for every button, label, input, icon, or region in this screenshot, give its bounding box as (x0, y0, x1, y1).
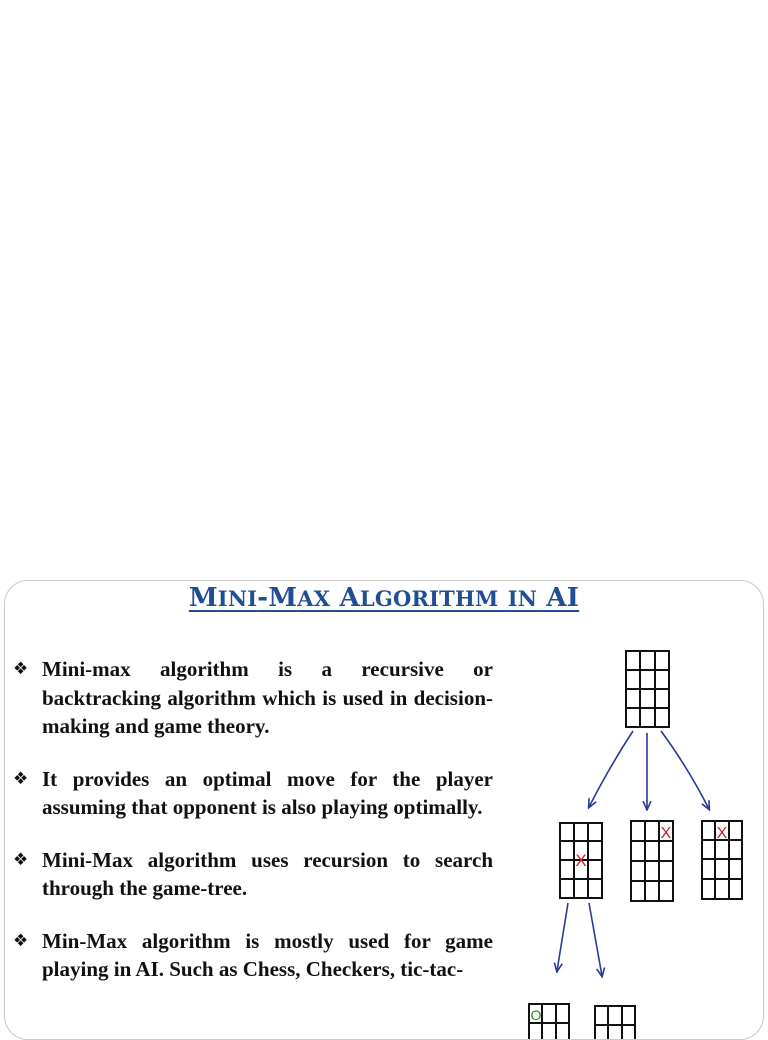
diamond-bullet-icon: ❖ (13, 768, 29, 789)
grandchild-board-2 (595, 1006, 635, 1040)
bullet-item (13, 927, 493, 984)
bullet-item (13, 655, 493, 741)
x-mark-icon: X (660, 825, 672, 842)
x-mark-icon: X (716, 825, 728, 842)
game-tree-diagram (505, 641, 764, 1040)
root-board (626, 651, 669, 727)
x-mark-icon: X (575, 851, 587, 870)
slide (4, 580, 764, 1040)
bullet-item (13, 846, 493, 903)
bullet-text: Min-Max algorithm is mostly used for game playing in AI. Such as Chess, Checkers, tic-tac- (42, 928, 493, 981)
o-mark-icon: O (530, 1007, 542, 1023)
diamond-bullet-icon: ❖ (13, 849, 29, 870)
bullet-item (13, 765, 493, 822)
slide-title: MINI-MAX ALGORITHM IN AI (188, 583, 580, 613)
child-arrows (557, 903, 602, 976)
root-arrows (589, 731, 709, 809)
bullet-text: It provides an optimal move for the player assuming that opponent is also playing optimally. (42, 766, 493, 819)
bullet-text: Mini-Max algorithm uses recursion to search through the game-tree. (42, 847, 493, 900)
diamond-bullet-icon: ❖ (13, 930, 29, 951)
diamond-bullet-icon: ❖ (13, 659, 29, 679)
bullet-text: Mini-max algorithm is a recursive or backtracking algorithm which is used in decision-making and game theory. (42, 657, 493, 738)
bullet-list (13, 655, 493, 1008)
